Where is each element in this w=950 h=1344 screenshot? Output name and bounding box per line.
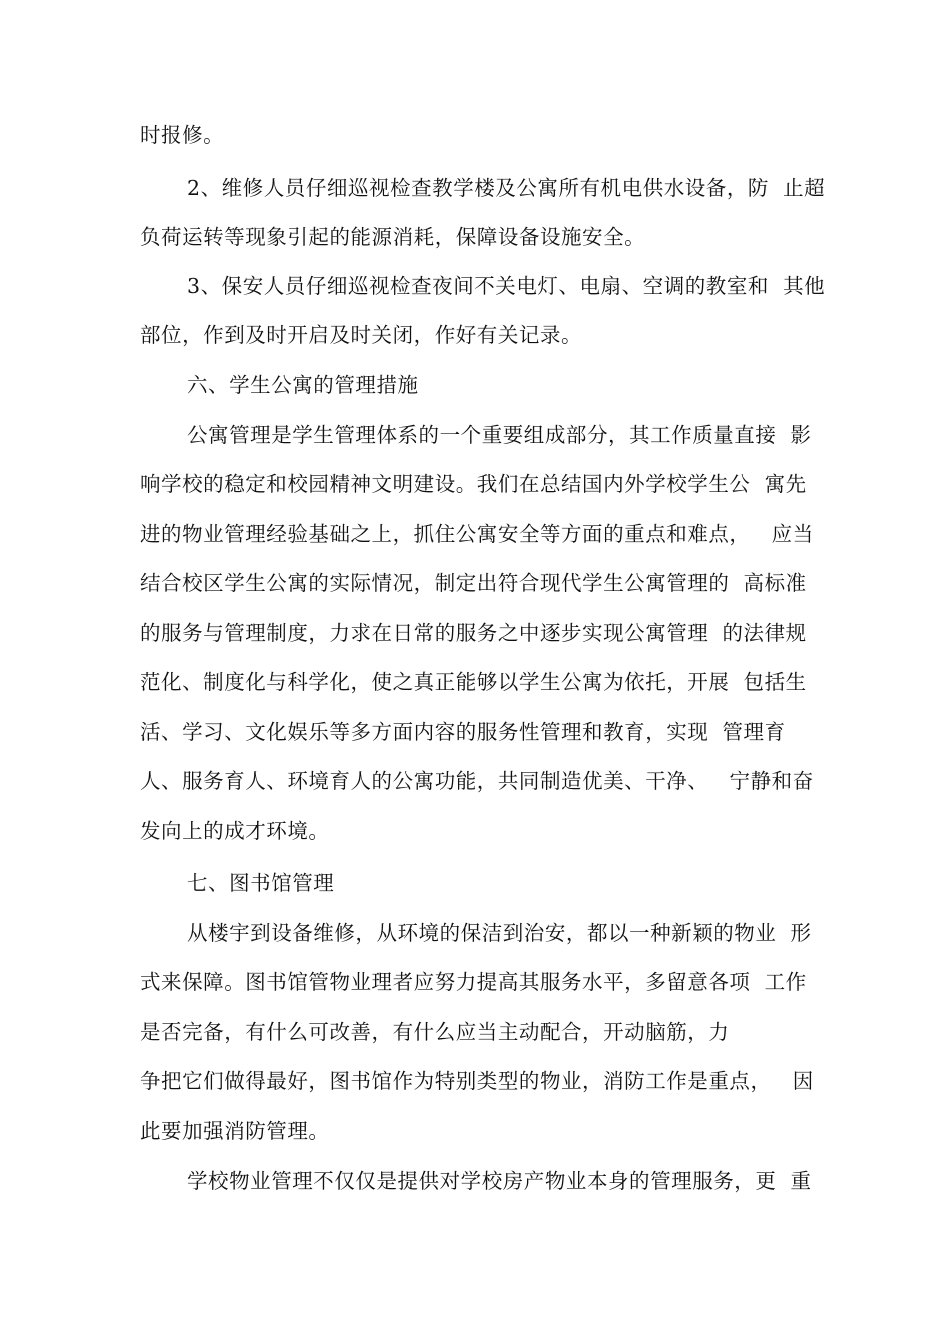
text-line-9: 进的物业管理经验基础之上，抓住公寓安全等方面的重点和难点， 应当	[140, 522, 814, 546]
section-heading-seven: 七、图书馆管理	[187, 871, 335, 895]
text-line-18: 式来保障。图书馆管物业理者应努力提高其服务水平，多留意各项 工作	[140, 970, 807, 994]
text-line-3: 负荷运转等现象引起的能源消耗，保障设备设施安全。	[140, 225, 646, 249]
text-line-19: 是否完备，有什么可改善，有什么应当主动配合，开动脑筋，力	[140, 1020, 730, 1044]
section-heading-six: 六、学生公寓的管理措施	[187, 373, 419, 397]
text-line-12: 范化、制度化与科学化，使之真正能够以学生公寓为依托，开展 包括生	[140, 670, 807, 694]
text-line-21: 此要加强消防管理。	[140, 1119, 330, 1143]
text-line-17: 从楼宇到设备维修，从环境的保洁到治安，都以一种新颖的物业 形	[187, 921, 812, 945]
text-line-20: 争把它们做得最好，图书馆作为特别类型的物业，消防工作是重点， 因	[140, 1069, 814, 1093]
text-line-7: 公寓管理是学生管理体系的一个重要组成部分，其工作质量直接 影	[187, 423, 812, 447]
text-line-13: 活、学习、文化娱乐等多方面内容的服务性管理和教育，实现 管理育	[140, 720, 786, 744]
text-line-2: 2、维修人员仔细巡视检查教学楼及公寓所有机电供水设备，防 止超	[187, 176, 826, 200]
text-line-22: 学校物业管理不仅仅是提供对学校房产物业本身的管理服务，更 重	[187, 1169, 812, 1193]
text-line-8: 响学校的稳定和校园精神文明建设。我们在总结国内外学校学生公 寓先	[140, 472, 807, 496]
text-line-5: 部位，作到及时开启及时关闭，作好有关记录。	[140, 323, 583, 347]
text-line-1: 时报修。	[140, 123, 225, 147]
text-line-11: 的服务与管理制度，力求在日常的服务之中逐步实现公寓管理 的法律规	[140, 621, 807, 645]
text-line-15: 发向上的成才环境。	[140, 819, 330, 843]
text-line-4: 3、保安人员仔细巡视检查夜间不关电灯、电扇、空调的教室和 其他	[187, 274, 826, 298]
text-line-14: 人、服务育人、环境育人的公寓功能，共同制造优美、干净、 宁静和奋	[140, 769, 814, 793]
text-line-10: 结合校区学生公寓的实际情况，制定出符合现代学生公寓管理的 高标准	[140, 571, 807, 595]
